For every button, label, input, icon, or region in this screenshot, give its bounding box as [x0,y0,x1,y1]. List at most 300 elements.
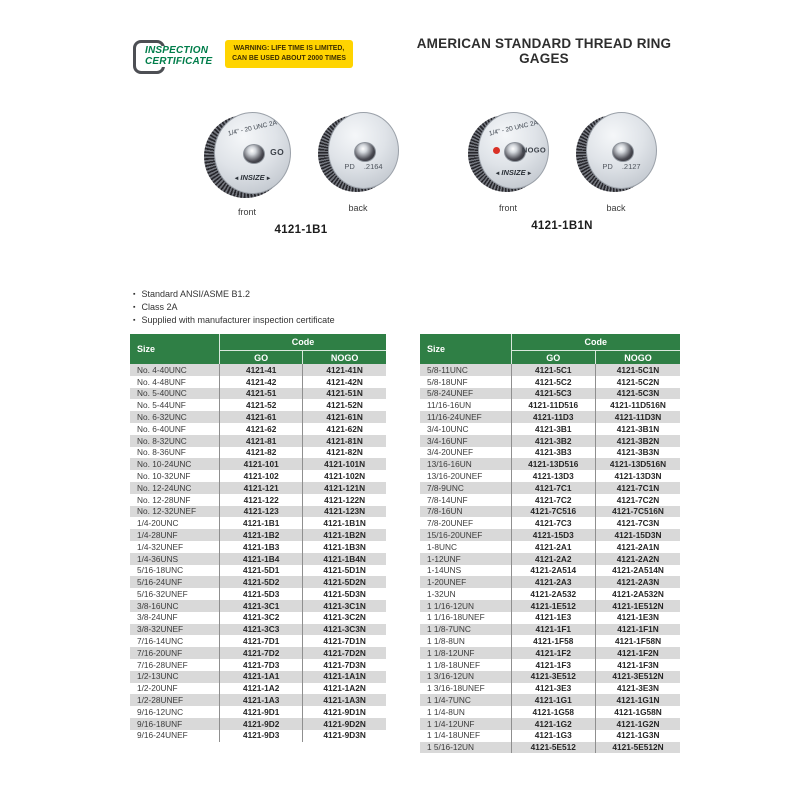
nogo-code-cell: 4121-7D1N [303,635,386,647]
insize-brand-mark: ◄ INSIZE ► [215,173,290,182]
size-cell: 9/16-24UNEF [137,730,188,741]
table-row [130,694,386,706]
gage-face [586,112,657,189]
nogo-code-cell: 4121-1E512N [596,600,681,612]
size-cell: 11/16-24UNEF [427,411,482,422]
go-code-cell: 4121-1F1 [511,624,596,636]
table-row [420,742,680,754]
size-cell: 3/4-16UNF [427,435,468,446]
go-code-cell: 4121-2A3 [511,576,596,588]
table-row [130,399,386,411]
size-cell: 7/16-20UNF [137,647,183,658]
nogo-code-cell: 4121-1B2N [303,529,386,541]
warning-line1: WARNING: LIFE TIME IS LIMITED, [233,45,345,52]
size-cell: 13/16-16UN [427,459,472,470]
warning-box [225,40,353,68]
table-row [130,683,386,695]
nogo-code-cell: 4121-9D1N [303,706,386,718]
nogo-code-cell: 4121-13D3N [596,470,681,482]
nogo-code-cell: 4121-9D2N [303,718,386,730]
size-cell: 1/4-32UNEF [137,541,184,552]
go-code-cell: 4121-1F58 [511,635,596,647]
size-cell: 1-32UN [427,588,456,599]
size-column-header: Size [130,334,220,364]
nogo-code-cell: 4121-42N [303,376,386,388]
go-code-cell: 4121-81 [220,435,303,447]
table-row [420,565,680,577]
go-code-cell: 4121-9D1 [220,706,303,718]
go-code-cell: 4121-2A532 [511,588,596,600]
nogo-code-cell: 4121-61N [303,411,386,423]
table-row [130,624,386,636]
nogo-code-cell: 4121-2A532N [596,588,681,600]
size-cell: No. 12-32UNEF [137,506,197,517]
ring-gage-go-back [318,112,398,196]
table-row [420,529,680,541]
size-cell: 1/4-20UNC [137,518,179,529]
go-code-cell: 4121-3B3 [511,447,596,459]
table-row [130,718,386,730]
table-row [130,553,386,565]
size-cell: 1 1/8-18UNEF [427,659,481,670]
size-cell: No. 8-36UNF [137,447,186,458]
table-row [420,376,680,388]
go-code-cell: 4121-3C1 [220,600,303,612]
size-cell: 5/8-11UNC [427,364,468,375]
size-cell: 7/8-16UN [427,506,463,517]
go-code-cell: 4121-9D3 [220,730,303,742]
size-cell: 1-14UNS [427,565,462,576]
table-row [130,423,386,435]
nogo-code-cell: 4121-11D3N [596,411,681,423]
table-row [130,494,386,506]
table-row [130,482,386,494]
gage-face [214,112,291,194]
size-cell: 7/8-14UNF [427,494,468,505]
size-cell: 5/16-32UNEF [137,588,188,599]
table-body [420,364,680,753]
size-cell: 1 5/16-12UN [427,742,475,753]
table-row [130,376,386,388]
size-cell: 1 3/16-18UNEF [427,683,485,694]
table-row [420,470,680,482]
go-code-cell: 4121-2A514 [511,565,596,577]
nogo-code-cell: 4121-5D3N [303,588,386,600]
size-cell: 9/16-18UNF [137,718,183,729]
ring-gage-nogo-back [576,112,656,196]
go-code-cell: 4121-62 [220,423,303,435]
nogo-code-cell: 4121-2A2N [596,553,681,565]
table-row [130,517,386,529]
size-cell: 3/8-32UNEF [137,624,184,635]
go-code-cell: 4121-1G3 [511,730,596,742]
nogo-code-cell: 4121-3C3N [303,624,386,636]
size-cell: 13/16-20UNEF [427,470,483,481]
pitch-diameter-label: PD .2127 [602,162,641,171]
table-row [420,447,680,459]
nogo-code-cell: 4121-1E3N [596,612,681,624]
table-row [420,730,680,742]
nogo-code-cell: 4121-62N [303,423,386,435]
nogo-code-cell: 4121-1A2N [303,683,386,695]
go-code-cell: 4121-3B1 [511,423,596,435]
product-figure-go [185,112,417,236]
size-cell: No. 4-48UNF [137,376,186,387]
size-cell: 1-12UNF [427,553,461,564]
go-mark: GO [270,147,284,157]
size-cell: 3/4-20UNEF [427,447,474,458]
go-code-cell: 4121-2A2 [511,553,596,565]
table-row [420,694,680,706]
nogo-code-cell: 4121-1G1N [596,694,681,706]
code-column-header: Code [511,334,680,351]
size-cell: 7/16-14UNC [137,636,184,647]
table-row [130,659,386,671]
nogo-code-cell: 4121-52N [303,399,386,411]
nogo-code-cell: 4121-3E3N [596,683,681,695]
nogo-code-cell: 4121-1A1N [303,671,386,683]
go-code-cell: 4121-3C2 [220,612,303,624]
size-cell: 1 3/16-12UN [427,671,475,682]
size-cell: No. 12-24UNC [137,482,192,493]
nogo-column-header: NOGO [303,351,386,365]
go-code-cell: 4121-1F2 [511,647,596,659]
nogo-code-cell: 4121-5D1N [303,565,386,577]
inspection-certificate-logo [133,40,223,72]
nogo-code-cell: 4121-3C2N [303,612,386,624]
nogo-code-cell: 4121-1F58N [596,635,681,647]
table-row [130,470,386,482]
table-row [130,730,386,742]
go-code-cell: 4121-61 [220,411,303,423]
table-row [420,718,680,730]
nogo-code-cell: 4121-101N [303,458,386,470]
go-code-cell: 4121-1G2 [511,718,596,730]
nogo-code-cell: 4121-3B3N [596,447,681,459]
size-cell: No. 6-32UNC [137,411,187,422]
table-row [130,447,386,459]
table-row [130,647,386,659]
go-code-cell: 4121-1A3 [220,694,303,706]
go-code-cell: 4121-5D3 [220,588,303,600]
go-code-cell: 4121-82 [220,447,303,459]
table-row [130,541,386,553]
feature-list [133,288,335,327]
go-code-cell: 4121-1B3 [220,541,303,553]
table-row [420,600,680,612]
table-row [130,576,386,588]
go-code-cell: 4121-7D2 [220,647,303,659]
go-code-cell: 4121-7C516 [511,506,596,518]
thread-spec-label: 1/4" - 20 UNC 2A [227,119,278,138]
table-row [130,506,386,518]
table-row [420,458,680,470]
table-row [420,635,680,647]
nogo-code-cell: 4121-13D516N [596,458,681,470]
table-row [130,706,386,718]
nogo-mark: NOGO [521,145,546,155]
table-row [420,671,680,683]
table-row [420,411,680,423]
go-code-cell: 4121-3B2 [511,435,596,447]
size-cell: No. 10-32UNF [137,470,191,481]
go-code-cell: 4121-1G1 [511,694,596,706]
go-code-cell: 4121-5C2 [511,376,596,388]
size-cell: 3/8-24UNF [137,612,178,623]
table-row [130,435,386,447]
table-row [420,647,680,659]
table-body [130,364,386,742]
go-code-cell: 4121-7C1 [511,482,596,494]
size-cell: No. 10-24UNC [137,459,192,470]
size-column-header: Size [420,334,511,364]
size-cell: 1-20UNEF [427,577,467,588]
bullet-icon: ▪ [133,317,136,325]
nogo-code-cell: 4121-1F1N [596,624,681,636]
product-figure-nogo [450,112,674,232]
nogo-code-cell: 4121-1B4N [303,553,386,565]
gage-hole [243,144,265,164]
table-row [130,600,386,612]
warning-line2: CAN BE USED ABOUT 2000 TIMES [232,55,346,62]
feature-item: ▪ Supplied with manufacturer inspection certificate [133,315,335,326]
go-code-cell: 4121-1G58 [511,706,596,718]
go-code-cell: 4121-13D3 [511,470,596,482]
nogo-code-cell: 4121-7D2N [303,647,386,659]
table-row [420,435,680,447]
feature-item: ▪ Class 2A [133,302,178,313]
nogo-code-cell: 4121-1A3N [303,694,386,706]
nogo-code-cell: 4121-102N [303,470,386,482]
bullet-icon: ▪ [133,291,136,298]
thread-spec-label: 1/4" - 20 UNC 2A [488,119,539,138]
nogo-code-cell: 4121-51N [303,388,386,400]
size-cell: 5/8-18UNF [427,376,468,387]
go-code-cell: 4121-51 [220,388,303,400]
go-code-cell: 4121-1A2 [220,683,303,695]
size-cell: 1 1/4-12UNF [427,718,475,729]
nogo-red-dot-icon [493,147,500,154]
nogo-code-cell: 4121-7C2N [596,494,681,506]
logo-line2: CERTIFICATE [145,55,213,67]
table-row [130,565,386,577]
size-cell: 1 1/4-18UNEF [427,730,481,741]
size-cell: 1/4-28UNF [137,529,178,540]
go-code-cell: 4121-1B4 [220,553,303,565]
nogo-code-cell: 4121-5C2N [596,376,681,388]
nogo-code-cell: 4121-3E512N [596,671,681,683]
nogo-code-cell: 4121-1G3N [596,730,681,742]
go-code-cell: 4121-52 [220,399,303,411]
size-cell: 1/4-36UNS [137,553,179,564]
table-row [420,399,680,411]
go-code-cell: 4121-123 [220,506,303,518]
nogo-code-cell: 4121-122N [303,494,386,506]
nogo-code-cell: 4121-9D3N [303,730,386,742]
go-code-cell: 4121-41 [220,364,303,376]
go-code-cell: 4121-101 [220,458,303,470]
nogo-code-cell: 4121-7C3N [596,517,681,529]
table-row [420,659,680,671]
nogo-code-cell: 4121-2A514N [596,565,681,577]
logo-line1: INSPECTION [145,45,209,56]
size-cell: 1 1/8-12UNF [427,647,475,658]
thread-table-left [130,334,386,742]
nogo-code-cell: 4121-5E512N [596,742,681,754]
table-row [420,423,680,435]
table-row [420,683,680,695]
size-cell: No. 5-40UNC [137,388,187,399]
go-code-cell: 4121-1E3 [511,612,596,624]
size-cell: 5/16-24UNF [137,577,183,588]
go-code-cell: 4121-5C1 [511,364,596,376]
go-code-cell: 4121-7C2 [511,494,596,506]
thread-table-right [420,334,680,753]
go-code-cell: 4121-3E3 [511,683,596,695]
ring-gage-nogo-front [468,112,548,196]
size-cell: 7/8-20UNEF [427,518,474,529]
table-row [420,624,680,636]
product-code: 4121-1B1N [531,220,593,232]
size-cell: 3/4-10UNC [427,423,469,434]
go-code-cell: 4121-11D516 [511,399,596,411]
size-cell: 1/2-13UNC [137,671,179,682]
nogo-code-cell: 4121-1F2N [596,647,681,659]
table-row [130,612,386,624]
nogo-code-cell: 4121-3B2N [596,435,681,447]
table-row [420,541,680,553]
page-title: AMERICAN STANDARD THREAD RING GAGES [416,36,672,66]
nogo-code-cell: 4121-7C1N [596,482,681,494]
go-code-cell: 4121-42 [220,376,303,388]
nogo-code-cell: 4121-1G58N [596,706,681,718]
table-row [420,576,680,588]
table-row [130,588,386,600]
go-code-cell: 4121-3E512 [511,671,596,683]
go-code-cell: 4121-102 [220,470,303,482]
go-code-cell: 4121-1E512 [511,600,596,612]
inspection-certificate-label [144,46,213,67]
nogo-code-cell: 4121-121N [303,482,386,494]
table-row [130,529,386,541]
go-code-cell: 4121-1B2 [220,529,303,541]
table-row [130,635,386,647]
gage-hole [612,142,634,162]
go-code-cell: 4121-122 [220,494,303,506]
nogo-code-cell: 4121-2A3N [596,576,681,588]
nogo-code-cell: 4121-123N [303,506,386,518]
size-cell: 3/8-16UNC [137,600,179,611]
table-row [420,364,680,376]
nogo-code-cell: 4121-7D3N [303,659,386,671]
nogo-code-cell: 4121-2A1N [596,541,681,553]
gage-face [328,112,399,189]
go-code-cell: 4121-7D1 [220,635,303,647]
size-cell: 1 1/16-12UN [427,600,475,611]
ring-gage-go-front [204,112,290,200]
code-column-header: Code [220,334,386,351]
size-cell: 1/2-20UNF [137,683,178,694]
nogo-code-cell: 4121-3C1N [303,600,386,612]
size-cell: 11/16-16UN [427,400,472,411]
nogo-code-cell: 4121-81N [303,435,386,447]
bullet-icon: ▪ [133,304,136,312]
table-row [420,612,680,624]
nogo-code-cell: 4121-5C3N [596,388,681,400]
table-row [420,506,680,518]
go-code-cell: 4121-15D3 [511,529,596,541]
go-code-cell: 4121-121 [220,482,303,494]
size-cell: No. 8-32UNC [137,435,187,446]
back-label: back [606,203,626,213]
table-row [420,588,680,600]
nogo-code-cell: 4121-11D516N [596,399,681,411]
table-row [130,458,386,470]
size-cell: 1/2-28UNEF [137,695,184,706]
gage-face [478,112,549,189]
table-row [420,706,680,718]
go-code-cell: 4121-5C3 [511,388,596,400]
front-label: front [498,203,517,213]
table-row [130,411,386,423]
size-cell: 5/16-18UNC [137,565,184,576]
size-cell: 1 1/8-8UN [427,636,465,647]
go-code-cell: 4121-1A1 [220,671,303,683]
go-code-cell: 4121-5D2 [220,576,303,588]
size-cell: No. 4-40UNC [137,364,187,375]
nogo-code-cell: 4121-41N [303,364,386,376]
size-cell: No. 12-28UNF [137,494,191,505]
table-row [420,482,680,494]
table-row [130,364,386,376]
nogo-code-cell: 4121-1F3N [596,659,681,671]
go-code-cell: 4121-9D2 [220,718,303,730]
front-label: front [237,207,256,217]
go-code-cell: 4121-2A1 [511,541,596,553]
table-row [420,517,680,529]
feature-item: ▪ Standard ANSI/ASME B1.2 [133,289,251,299]
nogo-column-header: NOGO [596,351,681,365]
size-cell: 15/16-20UNEF [427,529,483,540]
nogo-code-cell: 4121-15D3N [596,529,681,541]
table-row [420,494,680,506]
go-code-cell: 4121-5D1 [220,565,303,577]
size-cell: No. 6-40UNF [137,423,186,434]
go-code-cell: 4121-1F3 [511,659,596,671]
nogo-code-cell: 4121-7C516N [596,506,681,518]
go-code-cell: 4121-11D3 [511,411,596,423]
go-code-cell: 4121-5E512 [511,742,596,754]
go-code-cell: 4121-7C3 [511,517,596,529]
nogo-code-cell: 4121-82N [303,447,386,459]
table-row [130,388,386,400]
nogo-code-cell: 4121-1G2N [596,718,681,730]
nogo-code-cell: 4121-5D2N [303,576,386,588]
go-code-cell: 4121-13D516 [511,458,596,470]
size-cell: 7/8-9UNC [427,482,464,493]
product-code: 4121-1B1 [274,224,328,236]
size-cell: 1 1/4-8UN [427,706,465,717]
insize-brand-mark: ◄ INSIZE ► [479,168,548,177]
size-cell: No. 5-44UNF [137,400,186,411]
go-code-cell: 4121-1B1 [220,517,303,529]
nogo-code-cell: 4121-1B1N [303,517,386,529]
size-cell: 1 1/4-7UNC [427,695,471,706]
table-row [420,553,680,565]
size-cell: 5/8-24UNEF [427,388,474,399]
gage-hole [354,142,376,162]
pitch-diameter-label: PD .2164 [344,162,383,171]
